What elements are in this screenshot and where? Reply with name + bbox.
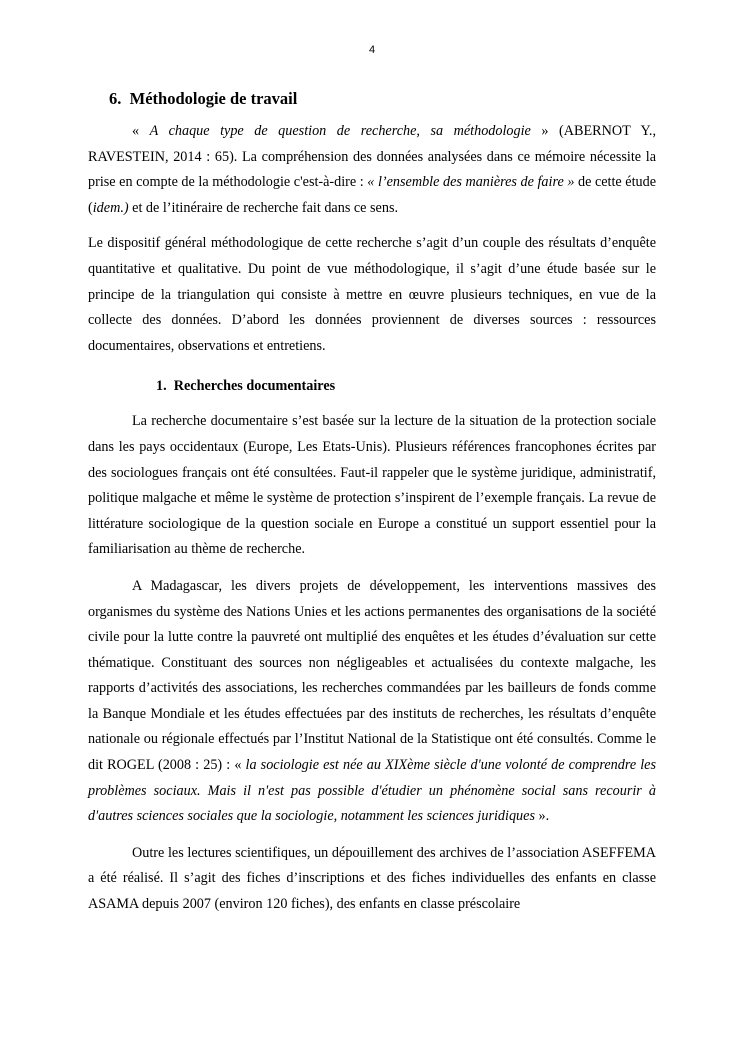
quote-close-mark: ». [534,808,550,825]
paragraph-dispositif: Le dispositif général méthodologique de cette recherche s’agit d’un couple des résultats d’enquête quantitative et qualitative. Du point de vue méthodologique, il s’agit d’une étude basée sur le principe de la triangulation qui consiste à mettre en œuvre plusieurs techniques, en vue de la collecte des données. D’abord les données proviennent de diverses sources : ressources documentaires, observations et entretiens. [88,235,656,354]
idem-abbreviation: idem.) [92,199,129,216]
subsection-heading: 1. Recherches documentaires [156,378,336,395]
citation-text: » (ABERNOT Y., RAVESTEIN, 2014 : 65). La compréhension des données analysées dans ce mémoire nécessite la prise en compte de la méthodologie c'est-à-dire : [88,123,657,191]
page-content [88,86,656,918]
paragraph-text: de cette étude ( [88,174,657,216]
definition-quote: « l’ensemble des manières de faire » [367,174,575,191]
page-number: 4 [368,44,376,56]
rogel-quote: la sociologie est née au XIXème siècle d'une volonté de comprendre les problèmes sociaux. Mais il n'est pas possible d'étudier un phénomène social sans recourir à d'autres sciences sociales que la sociologie, notamment les sciences juridiques [88,757,656,825]
paragraph-methodology-intro [88,119,656,221]
quote-open-mark: « [132,123,150,139]
paragraph-archives: Outre les lectures scientifiques, un dépouillement des archives de l’association ASEFFEMA a été réalisé. Il s’agit des fiches d’inscriptions et des fiches individuelles des enfants en classe ASAMA depuis 2007 (environ 120 fiches), des enfants en classe préscolaire [88,844,656,913]
methodology-quote: A chaque type de question de recherche, sa méthodologie [149,123,531,139]
paragraph-text: et de l’itinéraire de recherche fait dans ce sens. [128,199,399,216]
paragraph-text: A Madagascar, les divers projets de développement, les interventions massives des organismes du système des Nations Unies et les actions permanentes des organisations de la société civile pour la lutte contre la pauvreté ont multiplié des enquêtes et les études d’évaluation sur cette thématique. Constituant des sources non négligeables et actualisées du contexte malgache, les rapports d’activités des associations, les recherches commandées par les bailleurs de fonds comme la Banque Mondiale et les études effectuées par des instituts de recherches, les résultats d’enquête nationale ou régionale effectués par l’Institut National de la Statistique ont été consultés. Comme le dit ROGEL (2008 : 25) : « [88,577,656,774]
paragraph-madagascar [88,574,656,830]
paragraph-documentary-research: La recherche documentaire s’est basée sur la lecture de la situation de la protection sociale dans les pays occidentaux (Europe, Les Etats-Unis). Plusieurs références francophones écrites par des sociologues français ont été consultées. Faut-il rappeler que le système juridique, administratif, politique malgache et même le système de protection s’inspirent de l’exemple français. La revue de littérature sociologique de la question sociale en Europe a constitué un support essentiel pour la familiarisation au thème de recherche. [88,413,656,558]
section-heading: 6. Méthodologie de travail [109,89,298,108]
